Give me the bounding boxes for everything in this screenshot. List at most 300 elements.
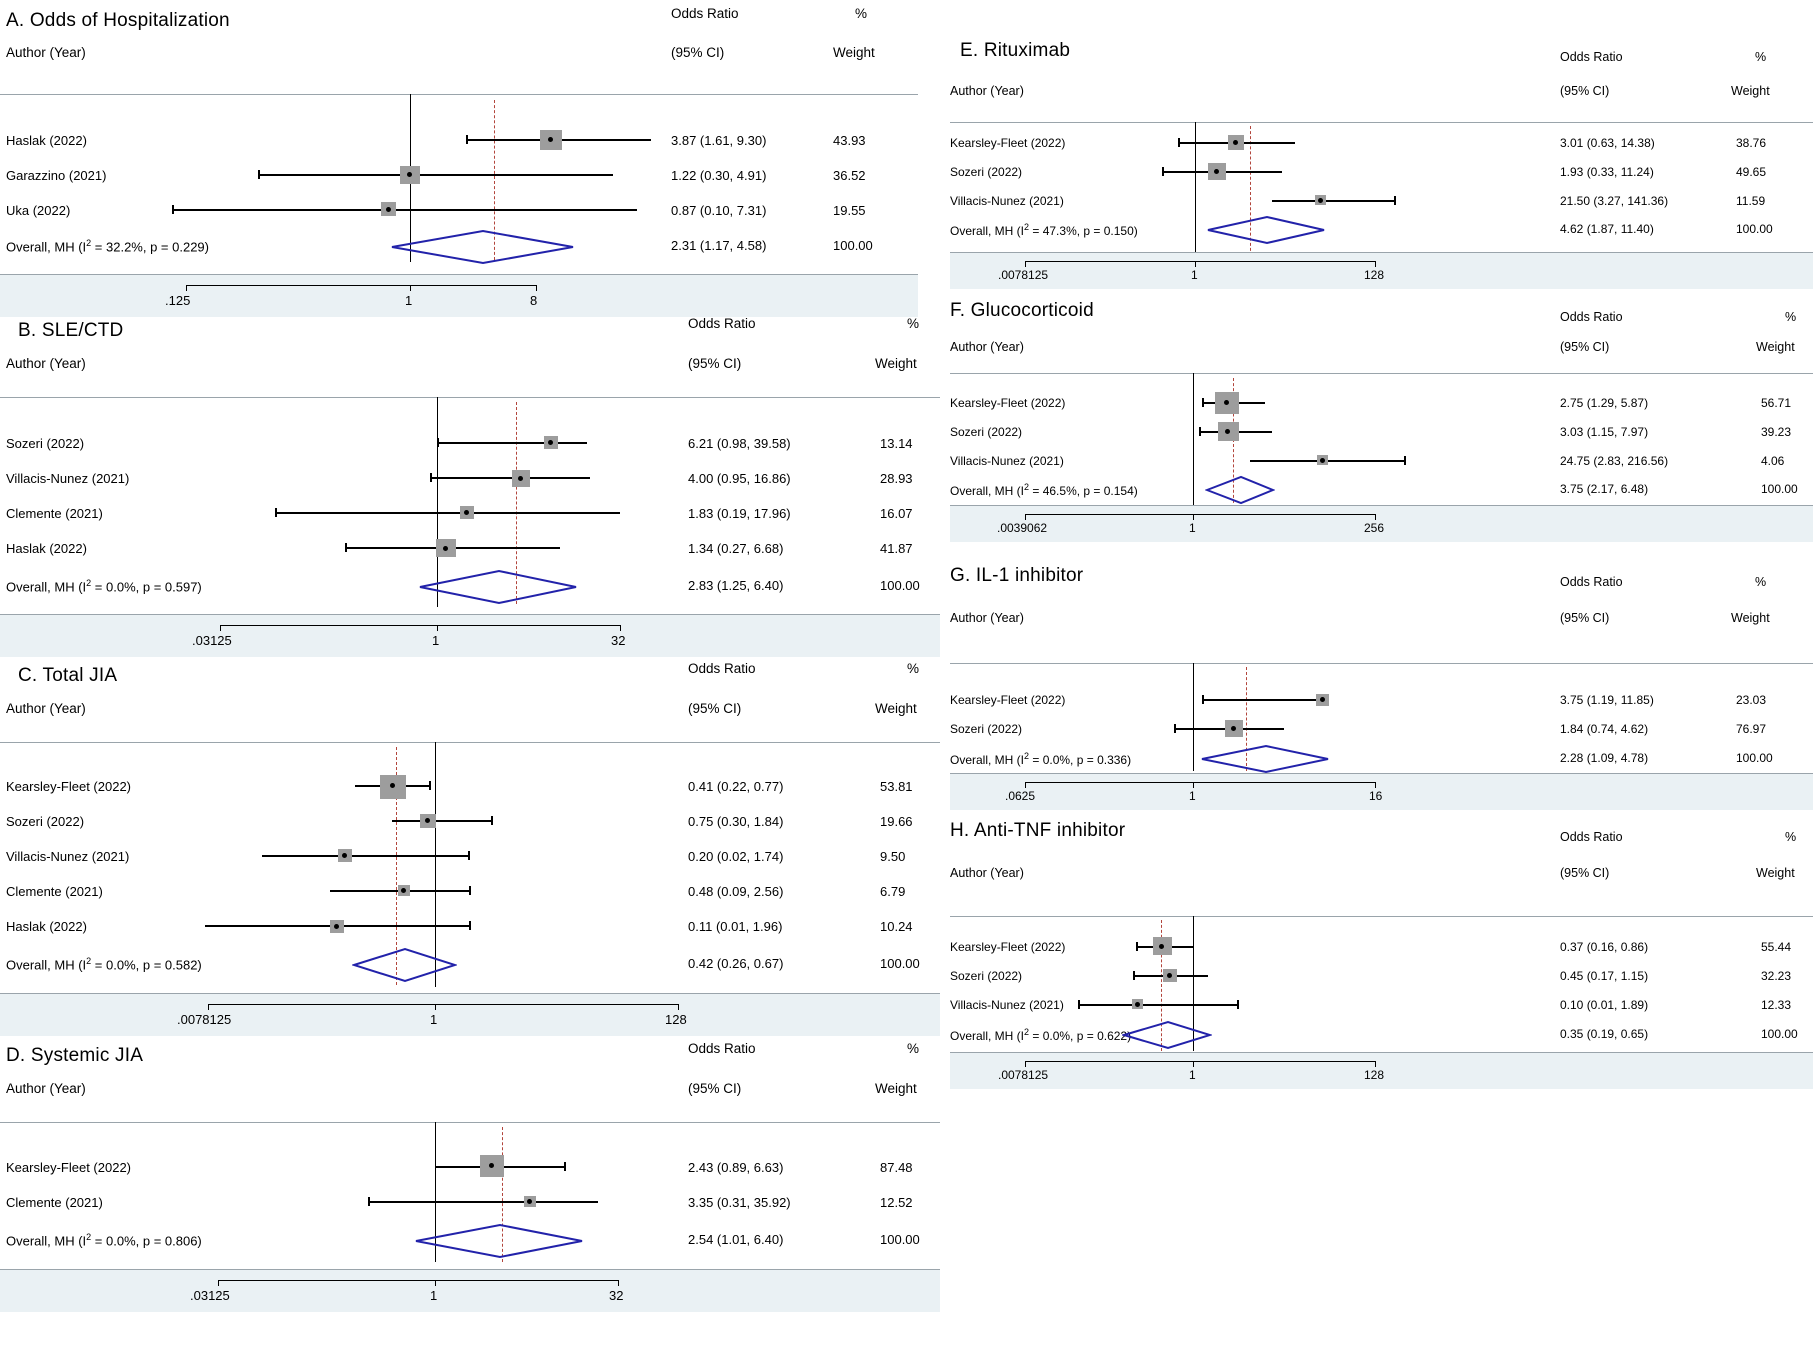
panel-E-overall-sup: 2 [1024,222,1030,232]
panel-F-weight-1: 39.23 [1761,425,1792,439]
panel-A-author-header: Author (Year) [6,45,86,60]
panel-F [950,300,1813,560]
panel-C-est-2: 0.20 (0.02, 1.74) [688,849,784,864]
panel-B-overall-est: 2.83 (1.25, 6.40) [688,578,784,593]
panel-G-xtick-label-0: .0625 [1005,789,1036,803]
panel-A-point-1 [407,172,412,177]
panel-B-study-2: Clemente (2021) [6,506,103,521]
panel-F-tick-1 [1193,514,1194,520]
panel-E-weight-1: 49.65 [1736,165,1767,179]
panel-C-cap-hi-2 [468,851,470,860]
panel-B-point-3 [443,546,448,551]
panel-G-overall-diamond [1200,743,1330,775]
panel-A-tick-0 [186,285,187,291]
panel-D-overall-label [6,1232,202,1248]
panel-B-ci-2 [275,512,620,514]
panel-B-ci-0 [437,442,587,444]
panel-H-effect-header-1: Odds Ratio [1560,830,1623,844]
panel-B-overall-sup: 2 [86,578,92,588]
panel-B-tick-2 [620,625,621,631]
panel-A-overall-label-head: Overall, MH (I [6,239,87,255]
panel-G [950,565,1813,820]
panel-A-study-1: Garazzino (2021) [6,168,107,183]
panel-H-weight-header-2: Weight [1756,866,1795,880]
panel-C-weight-1: 19.66 [880,814,913,829]
panel-D-top-rule [0,1122,940,1123]
panel-G-cap-lo-0 [1202,695,1204,704]
panel-D-title: D. Systemic JIA [6,1045,144,1066]
panel-F-author-header: Author (Year) [950,340,1024,354]
panel-F-est-1: 3.03 (1.15, 7.97) [1560,425,1649,439]
panel-F-est-0: 2.75 (1.29, 5.87) [1560,396,1649,410]
panel-H-xtick-label-0: .0078125 [998,1068,1049,1082]
panel-D-est-1: 3.35 (0.31, 35.92) [688,1195,791,1210]
panel-C-study-0: Kearsley-Fleet (2022) [6,779,131,794]
panel-E-overall-label-head: Overall, MH (I [950,224,1025,238]
panel-A-tick-1 [410,285,411,291]
panel-A-axis-band [0,275,918,317]
panel-H-est-0: 0.37 (0.16, 0.86) [1560,940,1649,954]
panel-F-xtick-label-2: 256 [1364,521,1385,535]
panel-A-overall-label [6,238,209,254]
panel-D-study-0: Kearsley-Fleet (2022) [6,1160,131,1175]
panel-F-tick-0 [1025,514,1026,520]
panel-C-est-1: 0.75 (0.30, 1.84) [688,814,784,829]
panel-B-cap-lo-2 [275,508,277,517]
panel-D-overall-diamond [414,1222,584,1260]
panel-H-weight-header-1: % [1785,830,1797,844]
panel-B-overall-weight: 100.00 [880,578,920,593]
panel-D-cap-lo-1 [368,1197,370,1206]
panel-D-tick-2 [618,1280,619,1286]
panel-A-cap-lo-0 [466,135,468,144]
panel-H-author-header: Author (Year) [950,866,1024,880]
panel-H-axis-line [1025,1061,1375,1062]
panel-G-tick-1 [1193,782,1194,788]
panel-E-cap-lo-1 [1162,167,1164,176]
panel-E-effect-header-2: (95% CI) [1560,84,1610,98]
panel-E-est-1: 1.93 (0.33, 11.24) [1560,165,1654,179]
panel-G-weight-1: 76.97 [1736,722,1767,736]
panel-B-weight-1: 28.93 [880,471,913,486]
panel-F-cap-lo-1 [1199,427,1201,436]
panel-C-study-2: Villacis-Nunez (2021) [6,849,130,864]
panel-E-study-0: Kearsley-Fleet (2022) [950,136,1066,150]
panel-A-overall-est: 2.31 (1.17, 4.58) [671,238,767,253]
panel-E [950,40,1813,310]
panel-F-weight-0: 56.71 [1761,396,1792,410]
panel-A-est-1: 1.22 (0.30, 4.91) [671,168,767,183]
panel-G-cap-lo-1 [1174,724,1176,733]
panel-H-overall-diamond [1122,1019,1212,1051]
panel-E-overall-label-tail: = 47.3%, p = 0.150) [1029,224,1138,238]
panel-E-point-1 [1214,169,1219,174]
panel-C-weight-4: 10.24 [880,919,913,934]
panel-D-weight-1: 12.52 [880,1195,913,1210]
panel-H-study-1: Sozeri (2022) [950,969,1023,983]
panel-C-cap-hi-4 [469,921,471,930]
panel-B [0,316,950,665]
panel-E-overall-label [950,222,1138,238]
panel-C [0,661,950,1045]
panel-C-cap-hi-0 [429,781,431,790]
panel-H-overall-est: 0.35 (0.19, 0.65) [1560,1027,1649,1041]
panel-C-weight-3: 6.79 [880,884,906,899]
panel-C-overall-weight: 100.00 [880,956,920,971]
panel-F-point-0 [1224,400,1229,405]
panel-D-tick-0 [218,1280,219,1286]
panel-D-study-1: Clemente (2021) [6,1195,103,1210]
panel-D-point-0 [489,1163,494,1168]
panel-C-overall-label-head: Overall, MH (I [6,957,87,973]
panel-E-study-2: Villacis-Nunez (2021) [950,194,1064,208]
panel-H-cap-lo-1 [1133,971,1135,980]
panel-F-title: F. Glucocorticoid [950,300,1094,321]
panel-H-cap-lo-0 [1136,942,1138,951]
panel-G-author-header: Author (Year) [950,611,1024,625]
panel-B-study-3: Haslak (2022) [6,541,87,556]
panel-E-tick-1 [1195,261,1196,267]
panel-H-cap-lo-2 [1078,1000,1080,1009]
panel-F-cap-lo-0 [1202,398,1204,407]
panel-D-tick-1 [435,1280,436,1286]
panel-H-point-1 [1167,973,1172,978]
panel-C-point-3 [401,888,406,893]
panel-H-title: H. Anti-TNF inhibitor [950,820,1126,841]
panel-D-weight-header-1: % [907,1041,920,1056]
panel-D-weight-header-2: Weight [875,1081,917,1096]
panel-F-overall-label-head: Overall, MH (I [950,484,1025,498]
panel-E-cap-lo-0 [1178,138,1180,147]
panel-H-weight-0: 55.44 [1761,940,1792,954]
panel-B-effect-header-1: Odds Ratio [688,316,756,331]
panel-H-overall-label [950,1027,1131,1043]
panel-E-weight-2: 11.59 [1736,194,1766,208]
panel-H-est-1: 0.45 (0.17, 1.15) [1560,969,1649,983]
panel-B-point-2 [464,510,469,515]
panel-H-overall-label-head: Overall, MH (I [950,1029,1025,1043]
panel-F-xtick-label-1: 1 [1189,521,1196,535]
panel-C-overall-label-tail: = 0.0%, p = 0.582) [91,957,202,973]
panel-B-cap-lo-1 [430,473,432,482]
panel-E-est-2: 21.50 (3.27, 141.36) [1560,194,1669,208]
panel-C-xtick-label-2: 128 [665,1012,687,1027]
panel-C-overall-sup: 2 [86,956,92,966]
panel-F-overall-sup: 2 [1024,482,1030,492]
panel-H [950,820,1813,1110]
panel-E-xtick-label-2: 128 [1364,268,1385,282]
panel-C-tick-0 [208,1004,209,1010]
panel-G-study-1: Sozeri (2022) [950,722,1023,736]
panel-A-effect-header-2: (95% CI) [671,45,725,60]
panel-F-overall-est: 3.75 (2.17, 6.48) [1560,482,1649,496]
panel-H-study-0: Kearsley-Fleet (2022) [950,940,1066,954]
panel-D-xtick-label-0: .03125 [190,1288,230,1303]
panel-E-xtick-label-1: 1 [1191,268,1198,282]
panel-D-overall-weight: 100.00 [880,1232,920,1247]
panel-F-study-1: Sozeri (2022) [950,425,1023,439]
panel-C-cap-hi-3 [469,886,471,895]
panel-C-weight-2: 9.50 [880,849,906,864]
panel-B-cap-lo-0 [437,438,439,447]
panel-C-cap-hi-1 [491,816,493,825]
panel-H-xtick-label-2: 128 [1364,1068,1385,1082]
panel-C-weight-0: 53.81 [880,779,913,794]
panel-D-author-header: Author (Year) [6,1081,86,1096]
panel-G-overall-label [950,751,1131,767]
panel-D-ci-1 [368,1201,598,1203]
panel-A-point-0 [548,137,553,142]
panel-F-point-2 [1320,458,1325,463]
panel-F-effect-header-1: Odds Ratio [1560,310,1623,324]
panel-C-author-header: Author (Year) [6,701,86,716]
panel-E-weight-0: 38.76 [1736,136,1767,150]
panel-F-study-0: Kearsley-Fleet (2022) [950,396,1066,410]
panel-A-est-2: 0.87 (0.10, 7.31) [671,203,767,218]
panel-B-tick-1 [437,625,438,631]
panel-B-overall-label [6,578,202,594]
panel-F-tick-2 [1375,514,1376,520]
panel-C-xtick-label-1: 1 [430,1012,438,1027]
panel-D-overall-est: 2.54 (1.01, 6.40) [688,1232,784,1247]
panel-G-est-1: 1.84 (0.74, 4.62) [1560,722,1649,736]
panel-B-est-3: 1.34 (0.27, 6.68) [688,541,784,556]
panel-E-effect-header-1: Odds Ratio [1560,50,1623,64]
panel-E-axis-line [1025,261,1375,262]
panel-D-axis-line [218,1280,618,1281]
panel-F-axis-line [1025,514,1375,515]
panel-F-est-2: 24.75 (2.83, 216.56) [1560,454,1669,468]
panel-C-study-1: Sozeri (2022) [6,814,85,829]
panel-H-tick-2 [1375,1061,1376,1067]
panel-B-overall-label-tail: = 0.0%, p = 0.597) [91,579,202,595]
panel-F-weight-2: 4.06 [1761,454,1785,468]
panel-B-author-header: Author (Year) [6,356,86,371]
panel-E-point-0 [1233,140,1238,145]
panel-D-xtick-label-1: 1 [430,1288,438,1303]
panel-B-est-1: 4.00 (0.95, 16.86) [688,471,791,486]
panel-D-weight-0: 87.48 [880,1160,913,1175]
panel-C-est-0: 0.41 (0.22, 0.77) [688,779,784,794]
panel-A-overall-diamond [390,228,575,266]
panel-H-est-2: 0.10 (0.01, 1.89) [1560,998,1649,1012]
panel-C-xtick-label-0: .0078125 [177,1012,232,1027]
panel-F-weight-header-1: % [1785,310,1797,324]
panel-H-xtick-label-1: 1 [1189,1068,1196,1082]
panel-G-weight-0: 23.03 [1736,693,1767,707]
panel-C-study-3: Clemente (2021) [6,884,103,899]
panel-A-weight-1: 36.52 [833,168,866,183]
panel-C-top-rule [0,742,940,743]
panel-F-overall-weight: 100.00 [1761,482,1798,496]
panel-C-est-4: 0.11 (0.01, 1.96) [688,919,783,934]
panel-B-weight-3: 41.87 [880,541,913,556]
panel-D-overall-label-tail: = 0.0%, p = 0.806) [91,1233,202,1249]
panel-F-xtick-label-0: .0039062 [997,521,1048,535]
panel-E-weight-header-2: Weight [1731,84,1770,98]
panel-A-study-0: Haslak (2022) [6,133,87,148]
panel-G-xtick-label-2: 16 [1369,789,1383,803]
panel-G-ci-0 [1202,699,1324,701]
panel-E-study-1: Sozeri (2022) [950,165,1023,179]
panel-B-tick-0 [220,625,221,631]
panel-D [0,1041,950,1360]
panel-B-axis-line [220,625,620,626]
panel-A-weight-header-1: % [855,6,868,21]
panel-H-effect-header-2: (95% CI) [1560,866,1610,880]
panel-A-est-0: 3.87 (1.61, 9.30) [671,133,767,148]
panel-D-est-0: 2.43 (0.89, 6.63) [688,1160,784,1175]
panel-F-weight-header-2: Weight [1756,340,1795,354]
panel-E-tick-2 [1375,261,1376,267]
panel-B-overall-diamond [418,568,578,606]
panel-B-weight-header-2: Weight [875,356,917,371]
panel-B-axis-band [0,615,940,657]
panel-A-effect-header-1: Odds Ratio [671,6,739,21]
panel-A-weight-header-2: Weight [833,45,875,60]
panel-D-effect-header-2: (95% CI) [688,1081,742,1096]
panel-B-xtick-label-0: .03125 [192,633,232,648]
panel-G-weight-header-2: Weight [1731,611,1770,625]
panel-A-xtick-label-1: 1 [405,293,413,308]
panel-A-weight-2: 19.55 [833,203,866,218]
panel-G-null-line [1193,663,1194,771]
panel-E-cap-hi-2 [1394,196,1396,205]
panel-C-point-4 [334,924,339,929]
panel-F-top-rule [950,373,1813,374]
panel-E-author-header: Author (Year) [950,84,1024,98]
panel-G-overall-weight: 100.00 [1736,751,1773,765]
panel-H-overall-label-tail: = 0.0%, p = 0.622) [1029,1029,1132,1043]
panel-E-top-rule [950,122,1813,123]
panel-H-cap-hi-2 [1237,1000,1239,1009]
panel-A-xtick-label-2: 8 [530,293,538,308]
panel-E-weight-header-1: % [1755,50,1767,64]
panel-G-tick-2 [1375,782,1376,788]
panel-B-ci-1 [430,477,590,479]
panel-E-point-2 [1318,198,1323,203]
panel-C-axis-band [0,994,940,1036]
panel-C-weight-header-1: % [907,661,920,676]
panel-C-effect-header-2: (95% CI) [688,701,742,716]
panel-E-xtick-label-0: .0078125 [998,268,1049,282]
panel-E-overall-weight: 100.00 [1736,222,1773,236]
panel-F-cap-hi-2 [1404,456,1406,465]
panel-B-est-0: 6.21 (0.98, 39.58) [688,436,791,451]
panel-A-cap-lo-2 [172,205,174,214]
panel-A-xtick-label-0: .125 [165,293,191,308]
panel-G-axis-line [1025,782,1375,783]
panel-A [0,0,950,320]
panel-C-tick-1 [435,1004,436,1010]
panel-H-overall-weight: 100.00 [1761,1027,1798,1041]
panel-E-est-0: 3.01 (0.63, 14.38) [1560,136,1655,150]
panel-G-overall-label-head: Overall, MH (I [950,753,1025,767]
panel-D-overall-sup: 2 [86,1232,92,1242]
panel-G-tick-0 [1025,782,1026,788]
panel-F-point-1 [1225,429,1230,434]
panel-H-tick-0 [1025,1061,1026,1067]
panel-A-weight-0: 43.93 [833,133,866,148]
panel-H-point-0 [1159,944,1164,949]
panel-D-effect-header-1: Odds Ratio [688,1041,756,1056]
panel-F-overall-label-tail: = 46.5%, p = 0.154) [1029,484,1138,498]
panel-G-overall-est: 2.28 (1.09, 4.78) [1560,751,1649,765]
panel-E-tick-0 [1025,261,1026,267]
panel-A-cap-lo-1 [258,170,260,179]
panel-H-tick-1 [1193,1061,1194,1067]
panel-H-overall-sup: 2 [1024,1027,1030,1037]
panel-C-ci-1 [392,820,492,822]
panel-B-weight-header-1: % [907,316,920,331]
panel-B-title: B. SLE/CTD [18,320,124,341]
panel-H-ci-2 [1078,1004,1238,1006]
panel-G-effect-header-2: (95% CI) [1560,611,1610,625]
panel-A-top-rule [0,94,918,95]
panel-G-study-0: Kearsley-Fleet (2022) [950,693,1066,707]
panel-C-weight-header-2: Weight [875,701,917,716]
panel-C-point-0 [390,783,395,788]
panel-B-cap-lo-3 [345,543,347,552]
panel-A-study-2: Uka (2022) [6,203,71,218]
panel-C-overall-diamond [352,946,457,984]
panel-F-overall-diamond [1205,474,1275,506]
panel-H-weight-1: 32.23 [1761,969,1792,983]
panel-B-xtick-label-2: 32 [611,633,626,648]
panel-C-overall-label [6,956,202,972]
panel-F-effect-header-2: (95% CI) [1560,340,1610,354]
panel-A-overall-weight: 100.00 [833,238,873,253]
panel-F-study-2: Villacis-Nunez (2021) [950,454,1064,468]
panel-A-point-2 [386,207,391,212]
panel-B-weight-2: 16.07 [880,506,913,521]
panel-H-top-rule [950,916,1813,917]
panel-C-axis-line [208,1004,678,1005]
panel-E-ci-2 [1272,200,1395,202]
panel-C-effect-header-1: Odds Ratio [688,661,756,676]
panel-B-overall-label-head: Overall, MH (I [6,579,87,595]
panel-A-axis-line [186,285,536,286]
panel-G-weight-header-1: % [1755,575,1767,589]
panel-B-est-2: 1.83 (0.19, 17.96) [688,506,791,521]
panel-G-point-1 [1231,726,1236,731]
panel-D-overall-label-head: Overall, MH (I [6,1233,87,1249]
panel-G-top-rule [950,663,1813,664]
panel-B-weight-0: 13.14 [880,436,913,451]
panel-E-overall-est: 4.62 (1.87, 11.40) [1560,222,1654,236]
panel-A-title: A. Odds of Hospitalization [6,10,230,31]
panel-G-effect-header-1: Odds Ratio [1560,575,1623,589]
panel-G-title: G. IL-1 inhibitor [950,565,1084,586]
panel-F-overall-label [950,482,1138,498]
panel-D-xtick-label-2: 32 [609,1288,624,1303]
panel-C-point-1 [425,818,430,823]
panel-G-overall-sup: 2 [1024,751,1030,761]
panel-G-point-0 [1320,697,1325,702]
panel-B-point-0 [548,440,553,445]
panel-C-ci-2 [262,855,469,857]
panel-A-overall-sup: 2 [86,238,92,248]
panel-C-study-4: Haslak (2022) [6,919,87,934]
panel-G-xtick-label-1: 1 [1189,789,1196,803]
panel-B-study-1: Villacis-Nunez (2021) [6,471,130,486]
panel-F-null-line [1193,373,1194,508]
panel-D-axis-band [0,1270,940,1312]
panel-C-title: C. Total JIA [18,665,118,686]
panel-A-ci-2 [172,209,637,211]
panel-G-overall-label-tail: = 0.0%, p = 0.336) [1029,753,1132,767]
panel-E-title: E. Rituximab [960,40,1071,61]
